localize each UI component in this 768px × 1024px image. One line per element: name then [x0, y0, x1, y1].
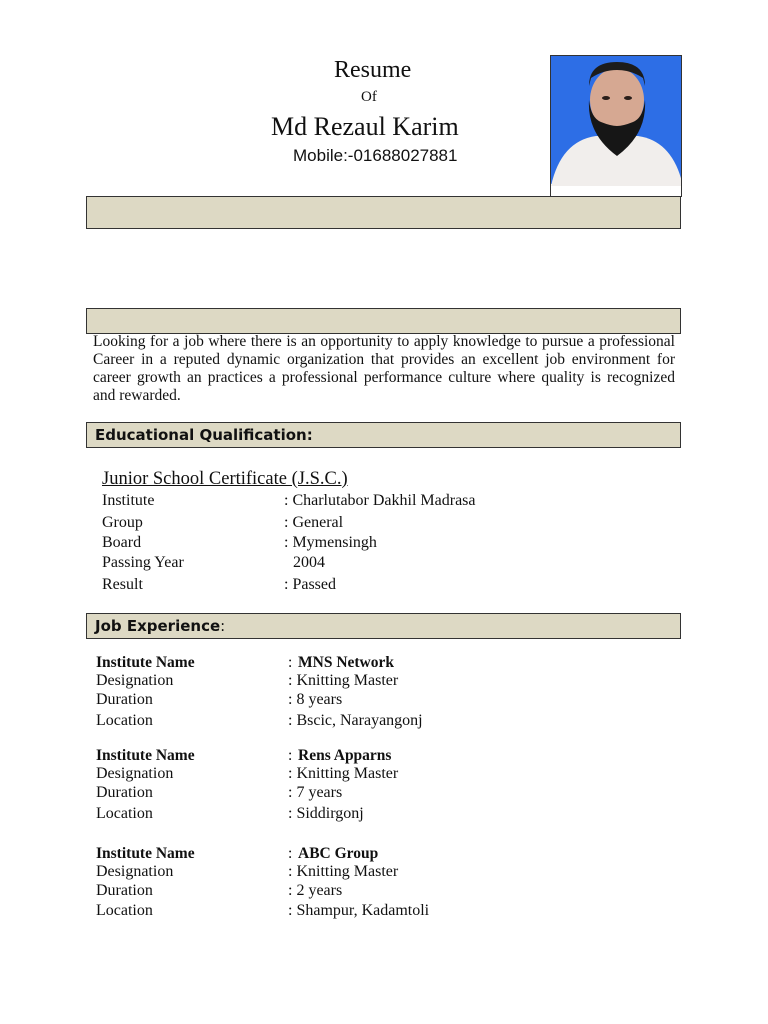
experience-bar: [86, 613, 681, 639]
section-bar-blank: [86, 196, 681, 229]
row-value: : Bscic, Narayangonj: [288, 712, 423, 729]
education-heading: Educational Qualification:: [95, 426, 313, 444]
row-value: Rens Apparns: [298, 747, 392, 764]
row-label: Designation: [96, 863, 174, 880]
row-value: : Knitting Master: [288, 672, 399, 689]
row-label: Location: [96, 902, 153, 919]
row-value: : 2 years: [288, 882, 343, 899]
row-label: Passing Year: [102, 554, 184, 571]
row-value: : Passed: [284, 576, 336, 593]
exam-title: Junior School Certificate (J.S.C.): [102, 469, 348, 489]
row-label: Designation: [96, 765, 174, 782]
row-value: : Shampur, Kadamtoli: [288, 902, 430, 919]
job-entry: [96, 654, 656, 734]
row-label: Designation: [96, 672, 174, 689]
row-label: Duration: [96, 882, 153, 899]
row-value: : 8 years: [288, 691, 343, 708]
row-value: : Mymensingh: [284, 534, 377, 551]
education-table: [102, 492, 662, 602]
row-value: : General: [284, 514, 344, 531]
row-label: Institute Name: [96, 747, 195, 764]
row-label: Institute Name: [96, 845, 195, 862]
objective-bar: [86, 308, 681, 334]
row-label: Duration: [96, 784, 153, 801]
education-bar: [86, 422, 681, 448]
row-label: Institute: [102, 492, 155, 509]
row-colon: :: [288, 654, 293, 671]
row-colon: :: [288, 845, 293, 862]
job-entry: [96, 747, 656, 827]
candidate-name: Md Rezaul Karim: [271, 112, 459, 141]
row-label: Location: [96, 805, 153, 822]
row-label: Result: [102, 576, 143, 593]
row-value: ABC Group: [298, 845, 379, 862]
profile-photo: [550, 55, 682, 197]
mobile-number: Mobile:-01688027881: [293, 146, 458, 165]
experience-heading-colon: :: [220, 617, 226, 635]
objective-text: Looking for a job where there is an opportunity to apply knowledge to pursue a professional Career in a reputed dynamic organization that provides an excellent job environment for career growth an practices a professional performance culture where quality is recognized and rewarded.: [93, 333, 675, 404]
row-label: Institute Name: [96, 654, 195, 671]
row-value: 2004: [293, 554, 325, 571]
row-colon: :: [288, 747, 293, 764]
row-label: Group: [102, 514, 143, 531]
row-value: : Knitting Master: [288, 863, 399, 880]
row-value: : Knitting Master: [288, 765, 399, 782]
of-label: Of: [361, 89, 377, 105]
resume-title: Resume: [334, 57, 412, 83]
experience-heading-text: Job Experience: [95, 617, 221, 635]
experience-heading: [95, 617, 225, 635]
row-value: : 7 years: [288, 784, 343, 801]
row-label: Duration: [96, 691, 153, 708]
job-entry: [96, 845, 656, 925]
portrait-image: [551, 56, 682, 197]
row-label: Board: [102, 534, 142, 551]
row-value: : Siddirgonj: [288, 805, 364, 822]
row-label: Location: [96, 712, 153, 729]
row-value: : Charlutabor Dakhil Madrasa: [284, 492, 476, 509]
row-value: MNS Network: [298, 654, 394, 671]
